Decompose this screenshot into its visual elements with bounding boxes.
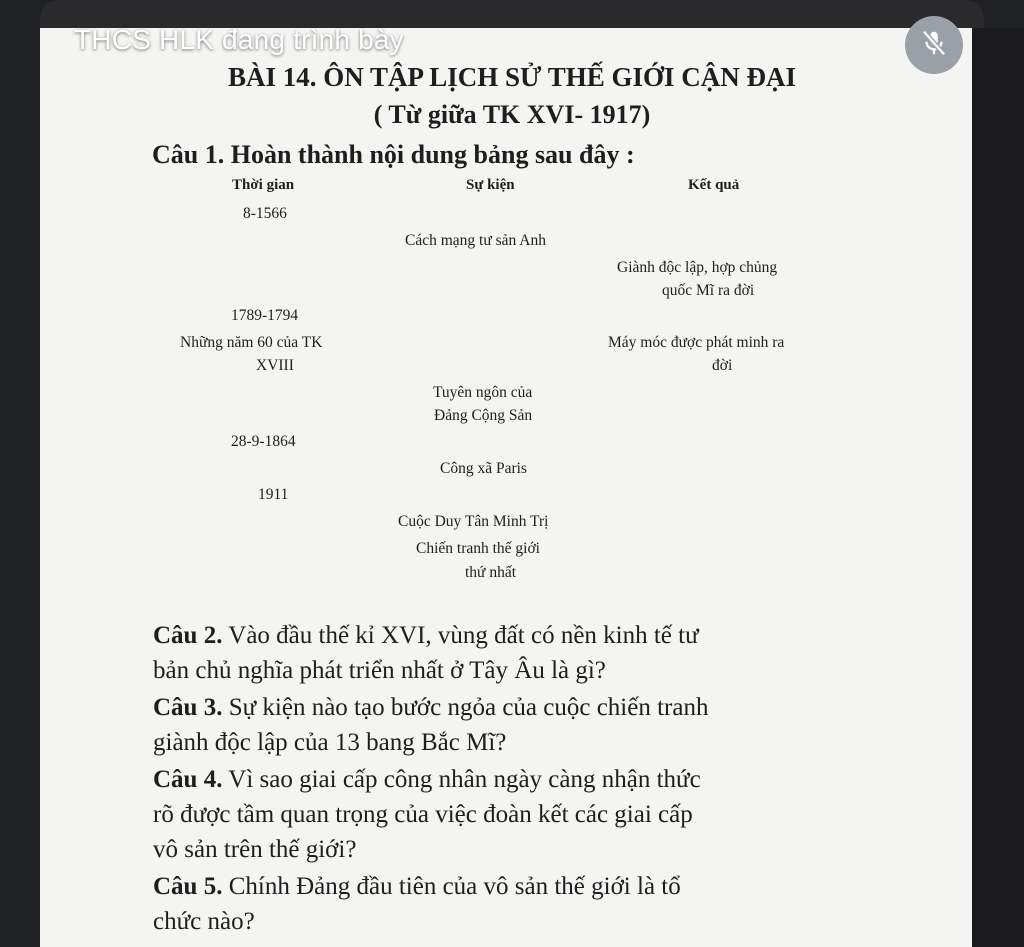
table-cell-time: 28-9-1864 — [231, 433, 296, 450]
table-cell-event: Tuyên ngôn của — [433, 384, 533, 401]
table-cell-time: Những năm 60 của TK — [180, 334, 323, 351]
table-cell-time: 8-1566 — [243, 205, 287, 222]
table-header-time: Thời gian — [232, 177, 295, 193]
table-cell-result: đời — [712, 357, 733, 374]
table-cell-time: 1789-1794 — [231, 307, 299, 324]
table-cell-event: Chiến tranh thế giới — [416, 540, 540, 557]
table-cell-result: Giành độc lập, hợp chủng — [617, 259, 778, 276]
question-text: giành độc lập của 13 bang Bắc Mĩ? — [153, 729, 507, 756]
table-cell-event: thứ nhất — [465, 564, 517, 581]
table-cell-result: quốc Mĩ ra đời — [662, 282, 755, 299]
mic-toggle-button[interactable] — [905, 16, 963, 74]
table-cell-event: Công xã Paris — [440, 460, 527, 477]
question-text: Chính Đảng đầu tiên của vô sản thế giới là tổ — [222, 873, 681, 900]
question-label: Câu 5. — [153, 873, 223, 900]
question-text: rõ được tầm quan trọng của việc đoàn kết các giai cấp — [153, 801, 693, 828]
question-text: chức nào? — [153, 908, 255, 935]
table-header-event: Sự kiện — [466, 177, 515, 193]
question-2 — [153, 618, 699, 688]
question-text: Vào đầu thế kỉ XVI, vùng đất có nền kinh tế tư — [222, 622, 699, 649]
question-text: vô sản trên thế giới? — [153, 836, 357, 863]
question-label: Câu 3. — [153, 694, 223, 721]
table-cell-time: XVIII — [256, 357, 294, 374]
question-text: Vì sao giai cấp công nhân ngày càng nhận thức — [222, 766, 701, 793]
table-cell-event: Cuộc Duy Tân Minh Trị — [398, 513, 549, 530]
presenting-banner: THCS HLK đang trình bày — [74, 24, 404, 55]
question-label: Câu 2. — [153, 622, 223, 649]
question-3 — [153, 690, 708, 760]
question-label: Câu 4. — [153, 766, 223, 793]
question-text: Sự kiện nào tạo bước ngỏa của cuộc chiến tranh — [222, 694, 709, 721]
table-cell-event: Cách mạng tư sản Anh — [405, 232, 546, 249]
question-5 — [153, 869, 681, 939]
document-title: BÀI 14. ÔN TẬP LỊCH SỬ THẾ GIỚI CẬN ĐẠI — [227, 62, 797, 92]
document-subtitle: ( Từ giữa TK XVI- 1917) — [373, 100, 651, 129]
question-4 — [153, 762, 701, 867]
question-1: Câu 1. Hoàn thành nội dung bảng sau đây : — [152, 140, 635, 169]
table-header-result: Kết quả — [688, 177, 740, 193]
table-cell-event: Đảng Cộng Sản — [434, 407, 533, 424]
mic-off-icon — [919, 28, 949, 63]
right-edge-strip — [972, 28, 1024, 947]
table-cell-result: Máy móc được phát minh ra — [608, 334, 785, 351]
question-text: bản chủ nghĩa phát triển nhất ở Tây Âu là gì? — [153, 657, 606, 684]
table-cell-time: 1911 — [258, 486, 289, 503]
